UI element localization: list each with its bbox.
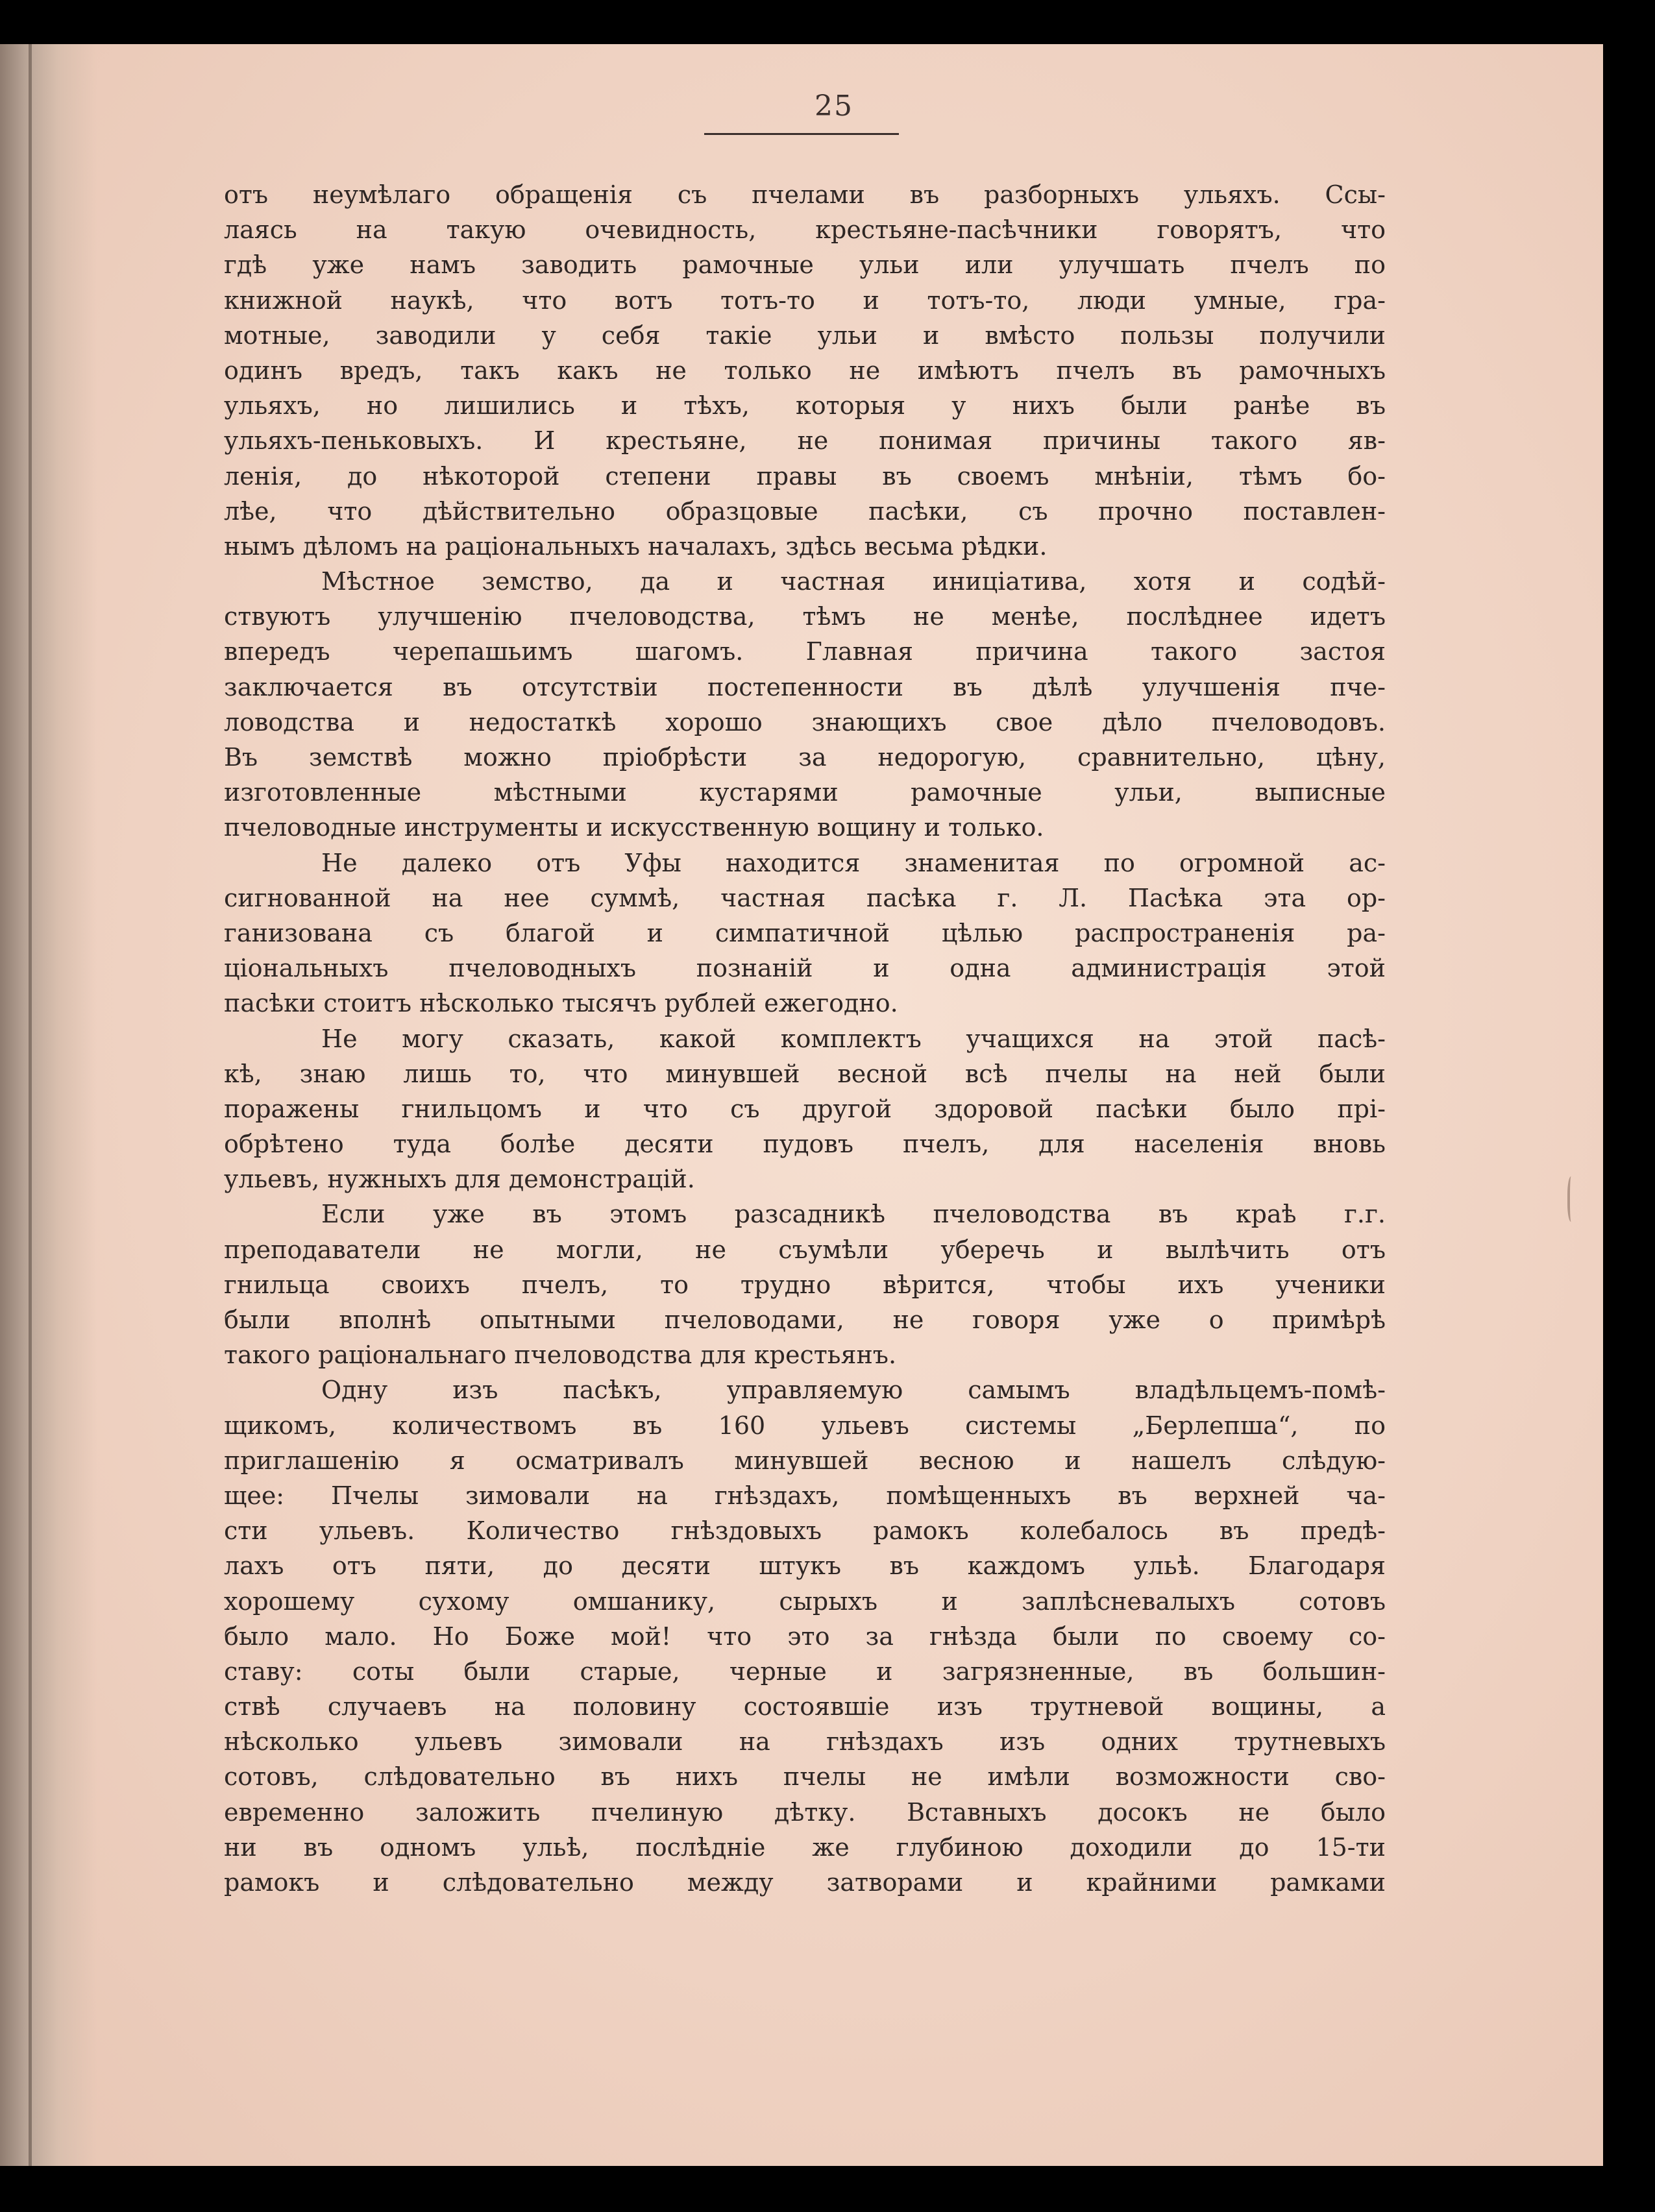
text-line: такого раціональнаго пчеловодства для крестьянъ. — [224, 1341, 897, 1370]
text-line: сти ульевъ. Количество гнѣздовыхъ рамокъ колебалось въ предѣ- — [224, 1516, 1386, 1546]
text-line: поражены гнильцомъ и что съ другой здоровой пасѣки было прі- — [224, 1094, 1386, 1123]
text-line: пасѣки стоитъ нѣсколько тысячъ рублей ежегодно. — [224, 989, 898, 1018]
page-number-rule — [704, 133, 899, 135]
text-line: изготовленные мѣстными кустарями рамочные ульи, выписные — [224, 778, 1386, 807]
text-line: заключается въ отсутствіи постепенности въ дѣлѣ улучшенія пче- — [224, 672, 1386, 701]
text-line: одинъ вредъ, такъ какъ не только не имѣютъ пчелъ въ рамочныхъ — [224, 356, 1386, 385]
text-line: ленія, до нѣкоторой степени правы въ своемъ мнѣніи, тѣмъ бо- — [224, 461, 1386, 491]
text-line: ульяхъ, но лишились и тѣхъ, которыя у нихъ были ранѣе въ — [224, 391, 1386, 420]
text-line: отъ неумѣлаго обращенія съ пчелами въ разборныхъ ульяхъ. Ссы- — [224, 180, 1386, 209]
text-line: ствуютъ улучшенію пчеловодства, тѣмъ не менѣе, послѣднее идетъ — [224, 602, 1386, 631]
body-text — [224, 177, 1386, 1900]
page-number: 25 — [815, 90, 853, 123]
paragraph-start-line: Одну изъ пасѣкъ, управляемую самымъ владѣльцемъ-помѣ- — [321, 1376, 1386, 1405]
book-page — [0, 44, 1603, 2166]
text-line: гнильца своихъ пчелъ, то трудно вѣрится, чтобы ихъ ученики — [224, 1270, 1386, 1299]
text-line: гдѣ уже намъ заводить рамочные ульи или улучшать пчелъ по — [224, 250, 1386, 280]
text-line: книжной наукѣ, что вотъ тотъ-то и тотъ-то, люди умные, гра- — [224, 286, 1386, 315]
text-line: Въ земствѣ можно пріобрѣсти за недорогую, сравнительно, цѣну, — [224, 743, 1386, 772]
text-line: ловодства и недостаткѣ хорошо знающихъ свое дѣло пчеловодовъ. — [224, 707, 1386, 736]
text-line: ціональныхъ пчеловодныхъ познаній и одна администрація этой — [224, 954, 1386, 983]
text-line: было мало. Но Боже мой! что это за гнѣзда были по своему со- — [224, 1622, 1386, 1651]
text-line: лѣе, что дѣйствительно образцовые пасѣки, съ прочно поставлен- — [224, 496, 1386, 526]
text-line: ульяхъ-пеньковыхъ. И крестьяне, не понимая причины такого яв- — [224, 426, 1386, 456]
text-line: сотовъ, слѣдовательно въ нихъ пчелы не имѣли возможности сво- — [224, 1762, 1386, 1792]
paragraph-start-line: Мѣстное земство, да и частная иниціатива, хотя и содѣй- — [321, 567, 1386, 596]
text-line: мотные, заводили у себя такіе ульи и вмѣсто пользы получили — [224, 321, 1386, 350]
text-line: нымъ дѣломъ на раціональныхъ началахъ, здѣсь весьма рѣдки. — [224, 531, 1048, 561]
text-line: ни въ одномъ ульѣ, послѣдніе же глубиною доходили до 15-ти — [224, 1832, 1386, 1862]
text-line: пчеловодные инструменты и искусственную вощину и только. — [224, 813, 1044, 842]
text-line: кѣ, знаю лишь то, что минувшей весной всѣ пчелы на ней были — [224, 1059, 1386, 1088]
paragraph-start-line: Если уже въ этомъ разсадникѣ пчеловодства въ краѣ г.г. — [321, 1200, 1386, 1229]
text-line: нѣсколько ульевъ зимовали на гнѣздахъ изъ одних трутневыхъ — [224, 1727, 1386, 1756]
text-line: сигнованной на нее суммѣ, частная пасѣка г. Л. Пасѣка эта ор- — [224, 883, 1386, 912]
text-line: обрѣтено туда болѣе десяти пудовъ пчелъ, для населенія вновь — [224, 1130, 1386, 1159]
text-line: лаясь на такую очевидность, крестьяне-пасѣчники говорятъ, что — [224, 215, 1386, 245]
text-line: ствѣ случаевъ на половину состоявшіе изъ трутневой вощины, а — [224, 1692, 1386, 1721]
text-line: евременно заложить пчелиную дѣтку. Вставныхъ досокъ не было — [224, 1797, 1386, 1827]
text-line: ставу: соты были старые, черные и загрязненные, въ большин- — [224, 1657, 1386, 1686]
paragraph-start-line: Не могу сказать, какой комплектъ учащихся на этой пасѣ- — [321, 1024, 1386, 1053]
gutter-fold-line — [29, 44, 32, 2166]
text-line: щее: Пчелы зимовали на гнѣздахъ, помѣщенныхъ въ верхней ча- — [224, 1481, 1386, 1510]
paragraph-start-line: Не далеко отъ Уфы находится знаменитая по огромной ас- — [321, 848, 1386, 877]
text-line: впередъ черепашьимъ шагомъ. Главная причина такого застоя — [224, 637, 1386, 666]
text-line: ганизована съ благой и симпатичной цѣлью распространенія ра- — [224, 918, 1386, 947]
text-line: ульевъ, нужныхъ для демонстрацій. — [224, 1165, 695, 1194]
text-line: приглашенію я осматривалъ минувшей весною и нашелъ слѣдую- — [224, 1446, 1386, 1475]
text-line: преподаватели не могли, не съумѣли уберечь и вылѣчить отъ — [224, 1235, 1386, 1264]
book-gutter-shadow — [0, 44, 97, 2166]
text-line: лахъ отъ пяти, до десяти штукъ въ каждомъ ульѣ. Благодаря — [224, 1551, 1386, 1581]
text-line: рамокъ и слѣдовательно между затворами и крайними рамками — [224, 1868, 1386, 1897]
margin-pencil-mark — [1567, 1176, 1576, 1222]
text-line: щикомъ, количествомъ въ 160 ульевъ системы „Берлепша“, по — [224, 1411, 1386, 1440]
text-line: хорошему сухому омшанику, сырыхъ и заплѣсневалыхъ сотовъ — [224, 1586, 1386, 1616]
text-line: были вполнѣ опытными пчеловодами, не говоря уже о примѣрѣ — [224, 1306, 1386, 1334]
